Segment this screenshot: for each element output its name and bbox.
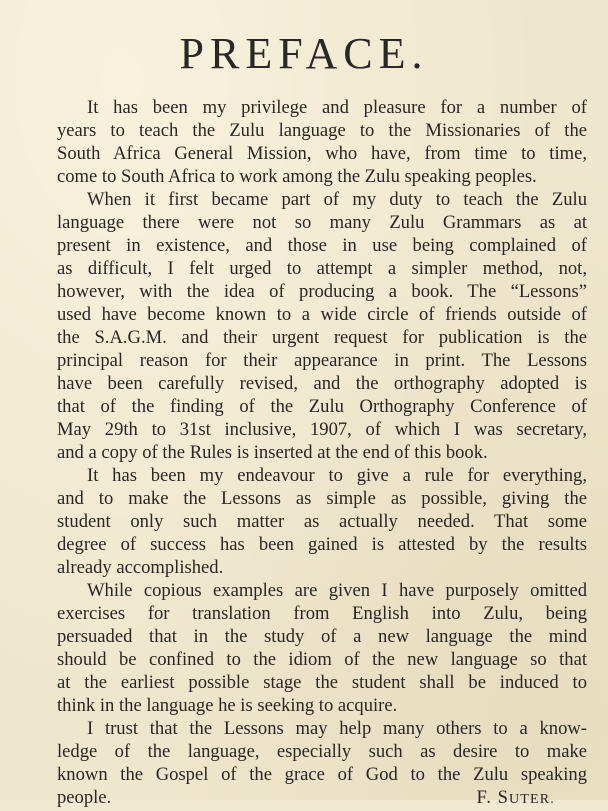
text-line: at the earliest possible stage the student shall be induced to <box>57 672 587 693</box>
text-line: the S.A.G.M. and their urgent request for publication is the <box>57 327 587 348</box>
text-line: should be confined to the idiom of the new language so that <box>57 649 587 670</box>
text-line: principal reason for their appearance in print. The Lessons <box>57 350 587 371</box>
text-line: that of the finding of the Zulu Orthography Conference of <box>57 396 587 417</box>
text-line: come to South Africa to work among the Zulu speaking peoples. <box>57 166 537 187</box>
text-line: and to make the Lessons as simple as possible, giving the <box>57 488 587 509</box>
text-line: present in existence, and those in use being complained of <box>57 235 587 256</box>
text-line: and a copy of the Rules is inserted at the end of this book. <box>57 442 488 463</box>
text-line: It has been my endeavour to give a rule for everything, <box>87 465 587 486</box>
text-line: used have become known to a wide circle of friends outside of <box>57 304 587 325</box>
text-line: people. <box>57 787 112 808</box>
text-line: think in the language he is seeking to acquire. <box>57 695 398 716</box>
signature-initial: F. S <box>476 787 509 808</box>
text-line: however, with the idea of producing a book. The “Lessons” <box>57 281 587 302</box>
preface-body <box>57 96 587 809</box>
text-line: degree of success has been gained is attested by the results <box>57 534 587 555</box>
final-line <box>57 786 587 809</box>
text-line: years to teach the Zulu language to the Missionaries of the <box>57 120 587 141</box>
text-line: student only such matter as actually needed. That some <box>57 511 587 532</box>
text-line: It has been my privilege and pleasure for a number of <box>87 97 587 118</box>
text-line: exercises for translation from English into Zulu, being <box>57 603 587 624</box>
text-line: South Africa General Mission, who have, from time to time, <box>57 143 587 164</box>
text-line: known the Gospel of the grace of God to the Zulu speaking <box>57 764 587 785</box>
text-line: language there were not so many Zulu Grammars as at <box>57 212 587 233</box>
text-line: persuaded that in the study of a new language the mind <box>57 626 587 647</box>
signature-rest: UTER. <box>508 792 555 807</box>
text-line: ledge of the language, especially such as desire to make <box>57 741 587 762</box>
text-line: While copious examples are given I have purposely omitted <box>87 580 587 601</box>
text-line: have been carefully revised, and the orthography adopted is <box>57 373 587 394</box>
text-line: already accomplished. <box>57 557 224 578</box>
text-line: I trust that the Lessons may help many others to a know- <box>87 718 587 739</box>
text-line: as difficult, I felt urged to attempt a simpler method, not, <box>57 258 587 279</box>
text-line: May 29th to 31st inclusive, 1907, of which I was secretary, <box>57 419 587 440</box>
author-signature <box>476 786 555 811</box>
text-line: When it first became part of my duty to teach the Zulu <box>87 189 587 210</box>
page-title: PREFACE. <box>179 29 429 78</box>
